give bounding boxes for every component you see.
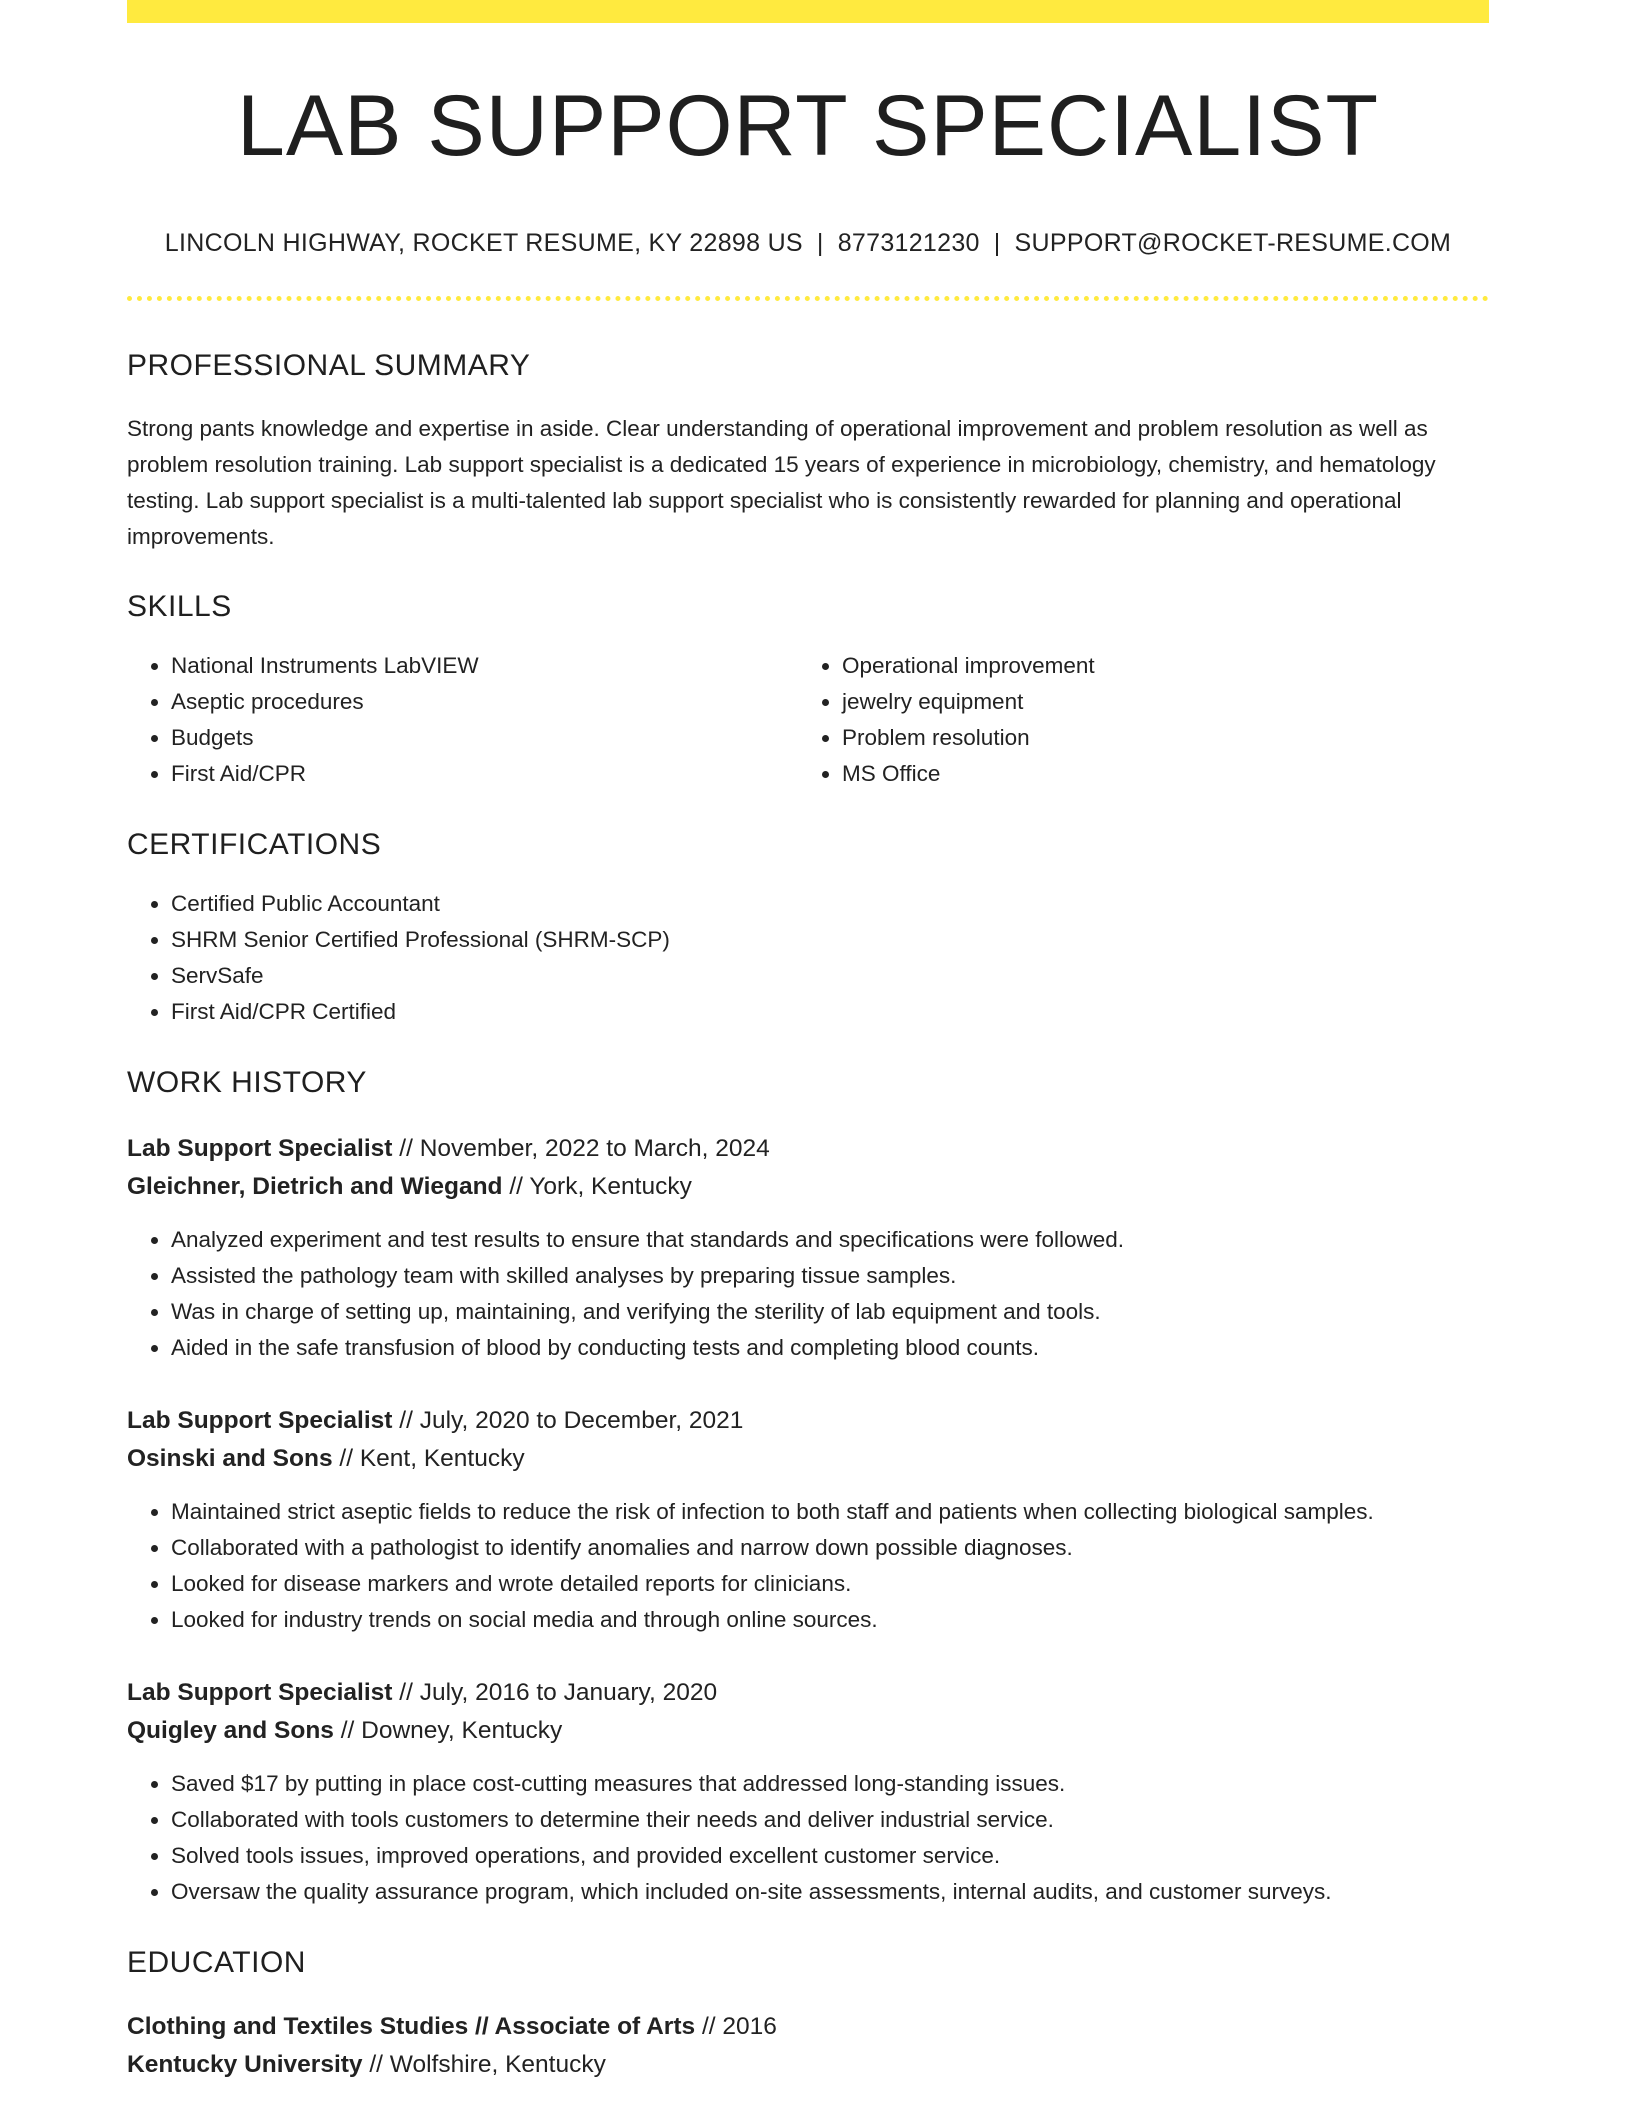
job-location: // Kent, Kentucky [339,1445,525,1472]
certifications-list [127,886,1489,1030]
skill-item: • Budgets [171,720,798,756]
job-company: Gleichner, Dietrich and Wiegand [127,1173,503,1200]
job-bullet: • Looked for industry trends on social media and through online sources. [171,1602,1489,1638]
separator: | [993,229,1001,257]
job-bullet: • Solved tools issues, improved operations, and provided excellent customer service. [171,1838,1489,1874]
education-year: // 2016 [701,2013,777,2040]
contact-line [127,229,1489,258]
job-entry [127,1402,1489,1638]
job-title: Lab Support Specialist [127,1407,393,1434]
job-dates: // July, 2016 to January, 2020 [399,1679,718,1706]
education-location: // Wolfshire, Kentucky [369,2051,606,2078]
education-school-line [127,2046,1489,2084]
job-bullet: • Aided in the safe transfusion of blood by conducting tests and completing blood counts. [171,1330,1489,1366]
certification-item: • Certified Public Accountant [171,886,1489,922]
resume-page [127,0,1489,2084]
skills-list-right [798,648,1469,792]
address: LINCOLN HIGHWAY, ROCKET RESUME, KY 22898 US [164,229,803,257]
job-bullet: • Analyzed experiment and test results to ensure that standards and specifications were followed. [171,1222,1489,1258]
job-bullet: • Was in charge of setting up, maintaining, and verifying the sterility of lab equipment and tools. [171,1294,1489,1330]
job-location: // York, Kentucky [509,1173,692,1200]
skill-item: • First Aid/CPR [171,756,798,792]
skill-item: • MS Office [842,756,1469,792]
summary-text: Strong pants knowledge and expertise in aside. Clear understanding of operational improvement and problem resolution as well as problem resolution training. Lab support specialist is a dedicated 15 years of experience in microbiology, chemistry, and hematology testing. Lab support specialist is a multi-talented lab support specialist who is consistently rewarded for planning and operational improvements. [127,416,1436,549]
job-company-line [127,1440,1489,1478]
education-entry [127,2008,1489,2084]
skill-item: • Problem resolution [842,720,1469,756]
job-entry [127,1130,1489,1366]
education-school: Kentucky University [127,2051,363,2078]
job-company: Osinski and Sons [127,1445,333,1472]
job-company-line [127,1712,1489,1750]
dotted-divider [127,296,1489,301]
job-title-line [127,1130,1489,1168]
job-bullets [127,1766,1489,1910]
certification-item: • First Aid/CPR Certified [171,994,1489,1030]
section-heading-education: EDUCATION [127,1946,306,1979]
skills-grid [127,648,1489,792]
job-dates: // July, 2020 to December, 2021 [399,1407,744,1434]
skill-item: • Operational improvement [842,648,1469,684]
job-company-line [127,1168,1489,1206]
job-title: Lab Support Specialist [127,1679,393,1706]
section-heading-work-history: WORK HISTORY [127,1066,367,1099]
job-bullet: • Looked for disease markers and wrote detailed reports for clinicians. [171,1566,1489,1602]
separator: | [816,229,824,257]
top-accent-bar [127,0,1489,23]
job-bullets [127,1222,1489,1366]
job-bullet: • Saved $17 by putting in place cost-cutting measures that addressed long-standing issues. [171,1766,1489,1802]
job-bullet: • Collaborated with a pathologist to identify anomalies and narrow down possible diagnoses. [171,1530,1489,1566]
section-heading-summary: PROFESSIONAL SUMMARY [127,349,531,382]
education-degree-line [127,2008,1489,2046]
skills-list-left [127,648,798,792]
education-degree: Clothing and Textiles Studies // Associate of Arts [127,2013,696,2040]
resume-title: LAB SUPPORT SPECIALIST [236,78,1379,174]
job-company: Quigley and Sons [127,1717,334,1744]
job-bullet: • Assisted the pathology team with skilled analyses by preparing tissue samples. [171,1258,1489,1294]
job-bullets [127,1494,1489,1638]
job-title-line [127,1674,1489,1712]
skill-item: • National Instruments LabVIEW [171,648,798,684]
job-bullet: • Collaborated with tools customers to determine their needs and deliver industrial service. [171,1802,1489,1838]
job-bullet: • Maintained strict aseptic fields to reduce the risk of infection to both staff and patients when collecting biological samples. [171,1494,1489,1530]
certification-item: • ServSafe [171,958,1489,994]
skill-item: • Aseptic procedures [171,684,798,720]
phone[interactable]: 8773121230 [837,229,980,257]
section-heading-certifications: CERTIFICATIONS [127,828,382,861]
job-bullet: • Oversaw the quality assurance program, which included on-site assessments, internal audits, and customer surveys. [171,1874,1489,1910]
skill-item: • jewelry equipment [842,684,1469,720]
job-entry [127,1674,1489,1910]
job-dates: // November, 2022 to March, 2024 [399,1135,770,1162]
email[interactable]: SUPPORT@ROCKET-RESUME.COM [1014,229,1452,257]
job-location: // Downey, Kentucky [340,1717,563,1744]
job-title: Lab Support Specialist [127,1135,393,1162]
certification-item: • SHRM Senior Certified Professional (SHRM-SCP) [171,922,1489,958]
job-title-line [127,1402,1489,1440]
section-heading-skills: SKILLS [127,590,232,623]
